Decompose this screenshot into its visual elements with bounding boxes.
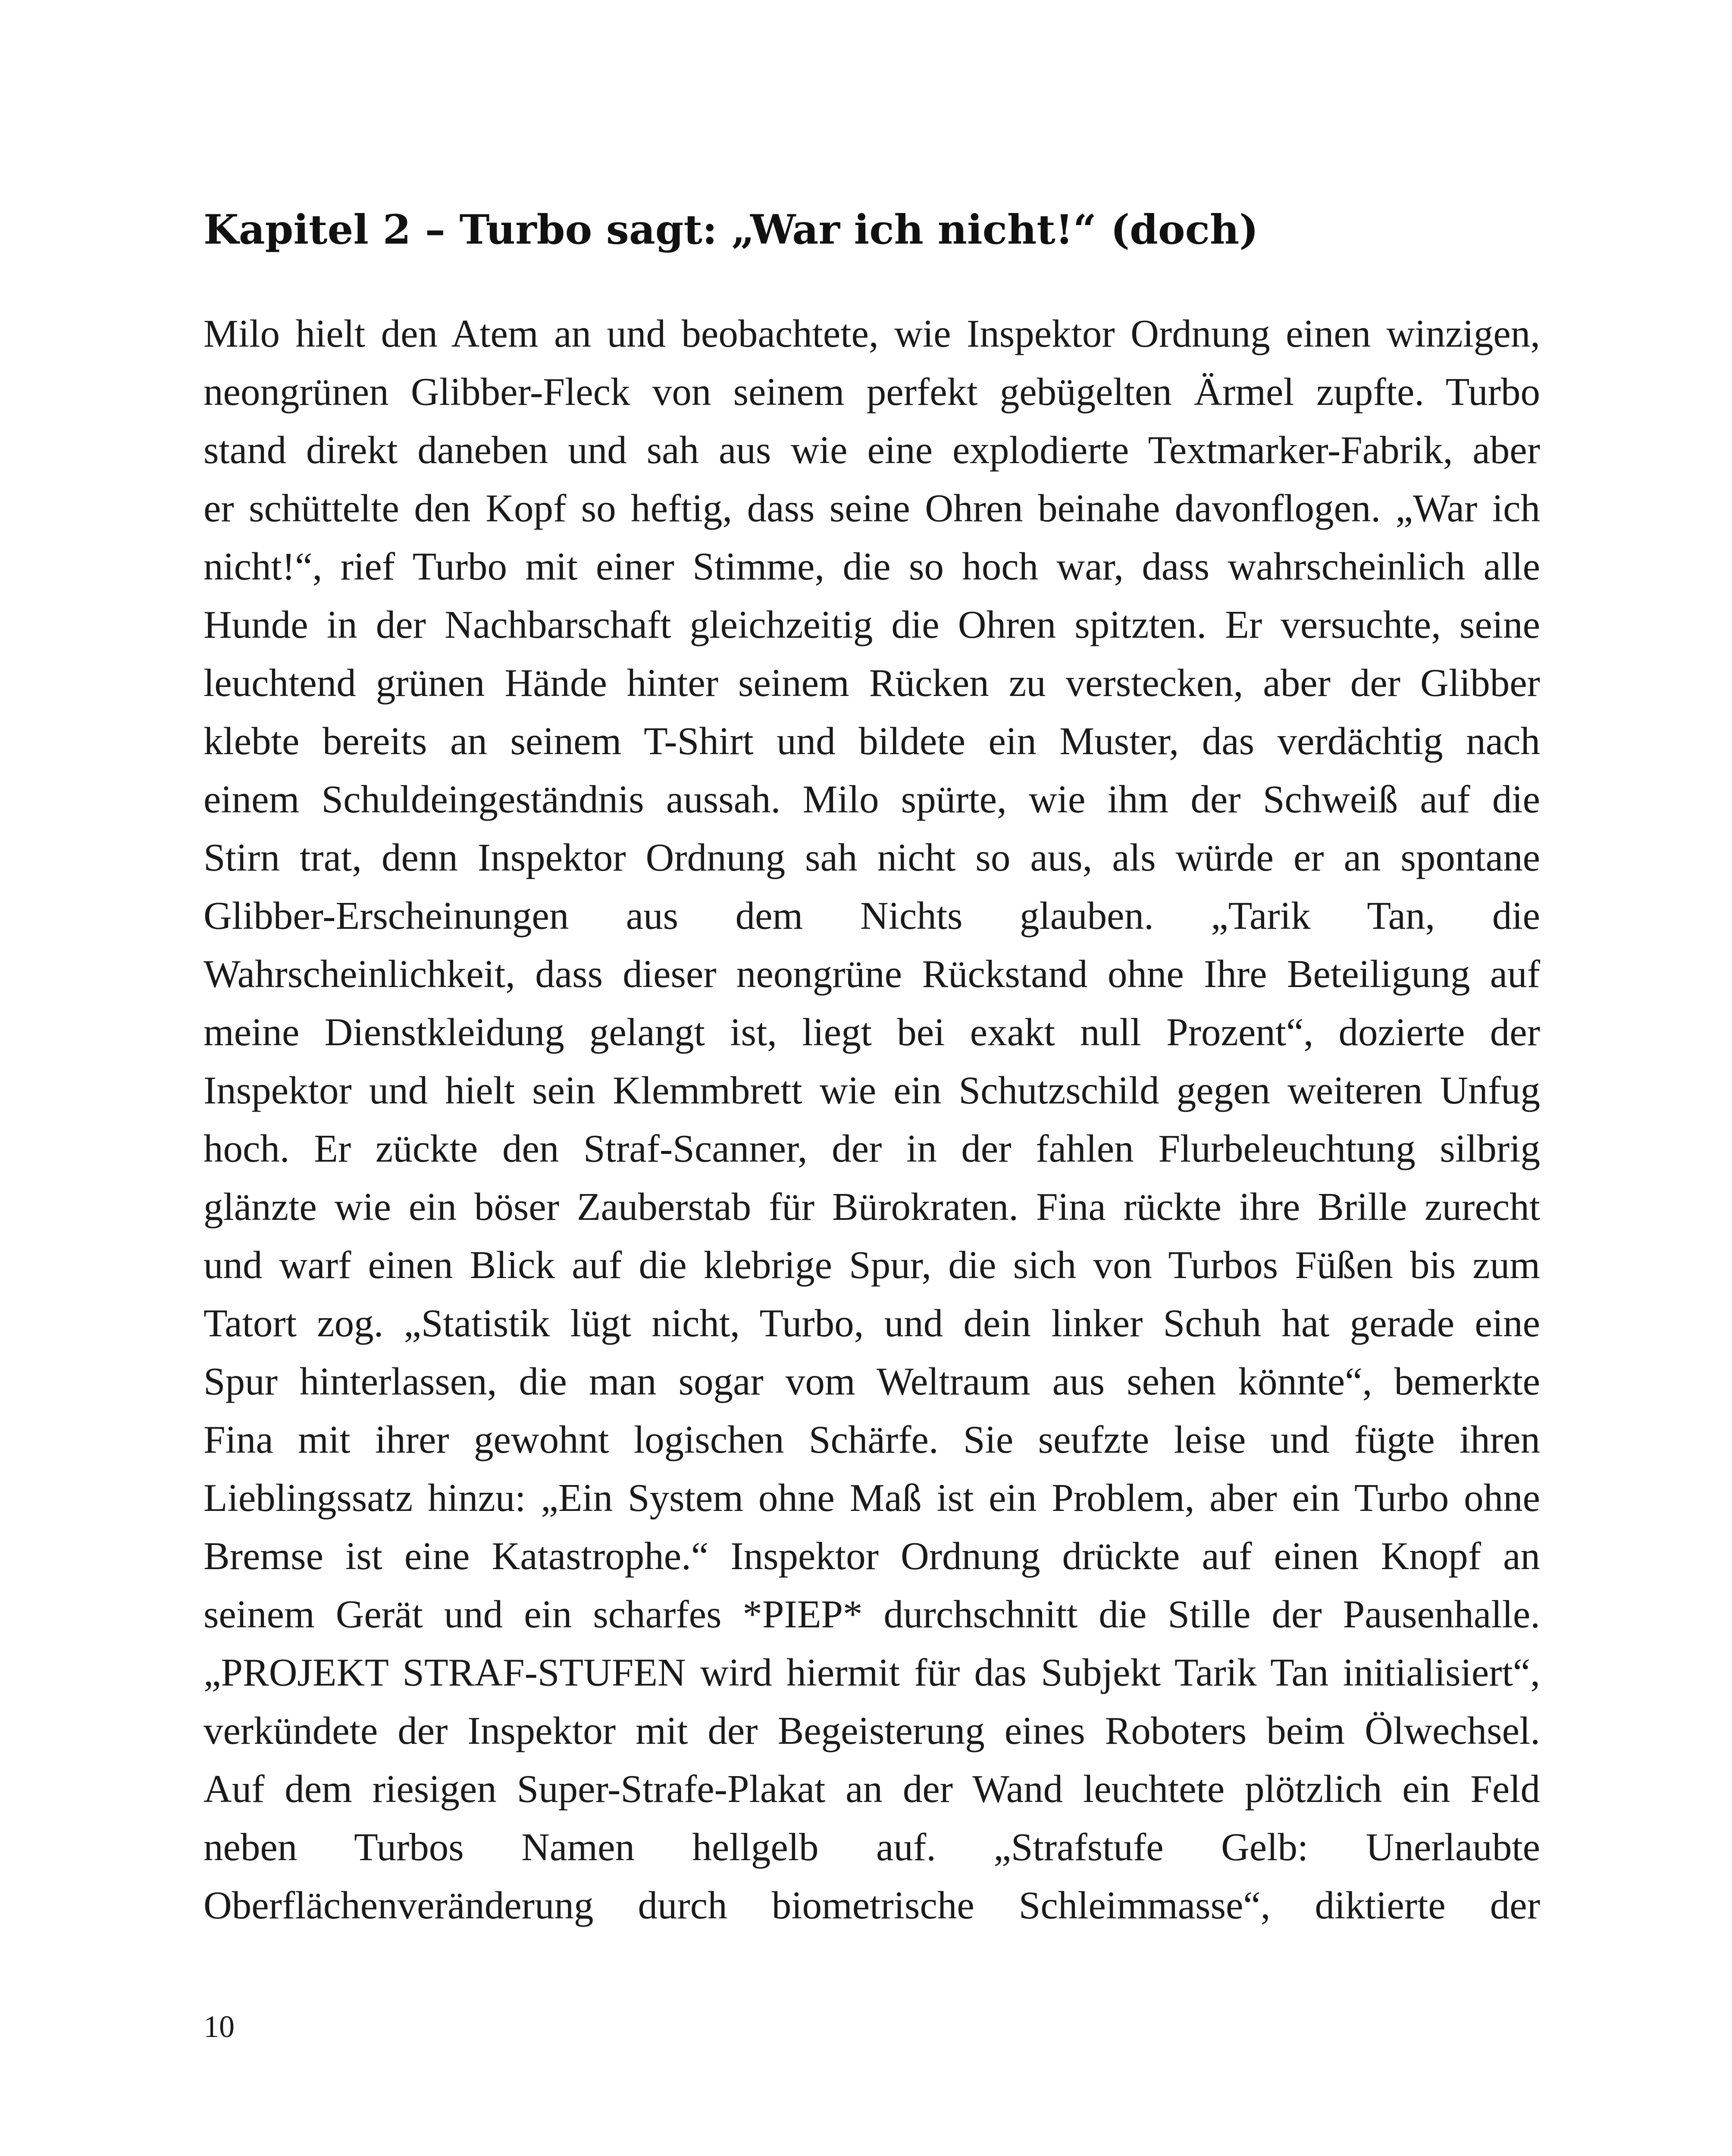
text-line: nicht!“, rief Turbo mit einer Stimme, die so hoch war, dass wahrscheinlich alle (204, 545, 1540, 588)
text-line: glänzte wie ein böser Zauberstab für Bürokraten. Fina rückte ihre Brille zurecht (204, 1185, 1540, 1228)
text-line: „PROJEKT STRAF-STUFEN wird hiermit für das Subjekt Tarik Tan initialisiert“, (204, 1651, 1540, 1694)
text-line: seinem Gerät und ein scharfes *PIEP* durchschnitt die Stille der Pausenhalle. (204, 1592, 1540, 1636)
body-paragraph (204, 304, 1540, 1934)
text-line: Auf dem riesigen Super-Strafe-Plakat an der Wand leuchtete plötzlich ein Feld (204, 1767, 1540, 1811)
text-line: er schüttelte den Kopf so heftig, dass seine Ohren beinahe davonflogen. „War ich (204, 486, 1540, 530)
text-line: hoch. Er zückte den Straf-Scanner, der in der fahlen Flurbeleuchtung silbrig (204, 1127, 1540, 1170)
text-line: Milo hielt den Atem an und beobachtete, wie Inspektor Ordnung einen winzigen, (204, 312, 1540, 355)
text-line: Wahrscheinlichkeit, dass dieser neongrüne Rückstand ohne Ihre Beteiligung auf (204, 952, 1540, 996)
text-line: einem Schuldeingeständnis aussah. Milo spürte, wie ihm der Schweiß auf die (204, 777, 1540, 821)
text-line: stand direkt daneben und sah aus wie eine explodierte Textmarker-Fabrik, aber (204, 428, 1540, 472)
text-line: und warf einen Blick auf die klebrige Spur, die sich von Turbos Füßen bis zum (204, 1243, 1540, 1287)
text-line: verkündete der Inspektor mit der Begeisterung eines Roboters beim Ölwechsel. (204, 1709, 1540, 1752)
text-line: neongrünen Glibber-Fleck von seinem perfekt gebügelten Ärmel zupfte. Turbo (204, 370, 1540, 414)
text-line: Tatort zog. „Statistik lügt nicht, Turbo, und dein linker Schuh hat gerade eine (204, 1301, 1540, 1345)
page-number: 10 (204, 2009, 235, 2044)
text-line: Glibber-Erscheinungen aus dem Nichts glauben. „Tarik Tan, die (204, 894, 1540, 937)
text-line: klebte bereits an seinem T-Shirt und bildete ein Muster, das verdächtig nach (204, 719, 1540, 763)
chapter-title: Kapitel 2 – Turbo sagt: „War ich nicht!“ (doch) (204, 206, 1259, 254)
text-line: leuchtend grünen Hände hinter seinem Rücken zu verstecken, aber der Glibber (204, 661, 1540, 705)
text-line: Bremse ist eine Katastrophe.“ Inspektor Ordnung drückte auf einen Knopf an (204, 1534, 1540, 1578)
text-line: Inspektor und hielt sein Klemmbrett wie ein Schutzschild gegen weiteren Unfug (204, 1069, 1540, 1112)
text-line: Spur hinterlassen, die man sogar vom Weltraum aus sehen könnte“, bemerkte (204, 1360, 1540, 1403)
text-line: Fina mit ihrer gewohnt logischen Schärfe. Sie seufzte leise und fügte ihren (204, 1418, 1540, 1461)
text-line: meine Dienstkleidung gelangt ist, liegt bei exakt null Prozent“, dozierte der (204, 1010, 1540, 1054)
text-line: Stirn trat, denn Inspektor Ordnung sah nicht so aus, als würde er an spontane (204, 836, 1540, 879)
text-line: Hunde in der Nachbarschaft gleichzeitig die Ohren spitzten. Er versuchte, seine (204, 603, 1540, 646)
text-line: Lieblingssatz hinzu: „Ein System ohne Maß ist ein Problem, aber ein Turbo ohne (204, 1476, 1540, 1520)
text-line: Oberflächenveränderung durch biometrische Schleimmasse“, diktierte der (204, 1883, 1540, 1927)
text-line: neben Turbos Namen hellgelb auf. „Strafstufe Gelb: Unerlaubte (204, 1825, 1540, 1869)
